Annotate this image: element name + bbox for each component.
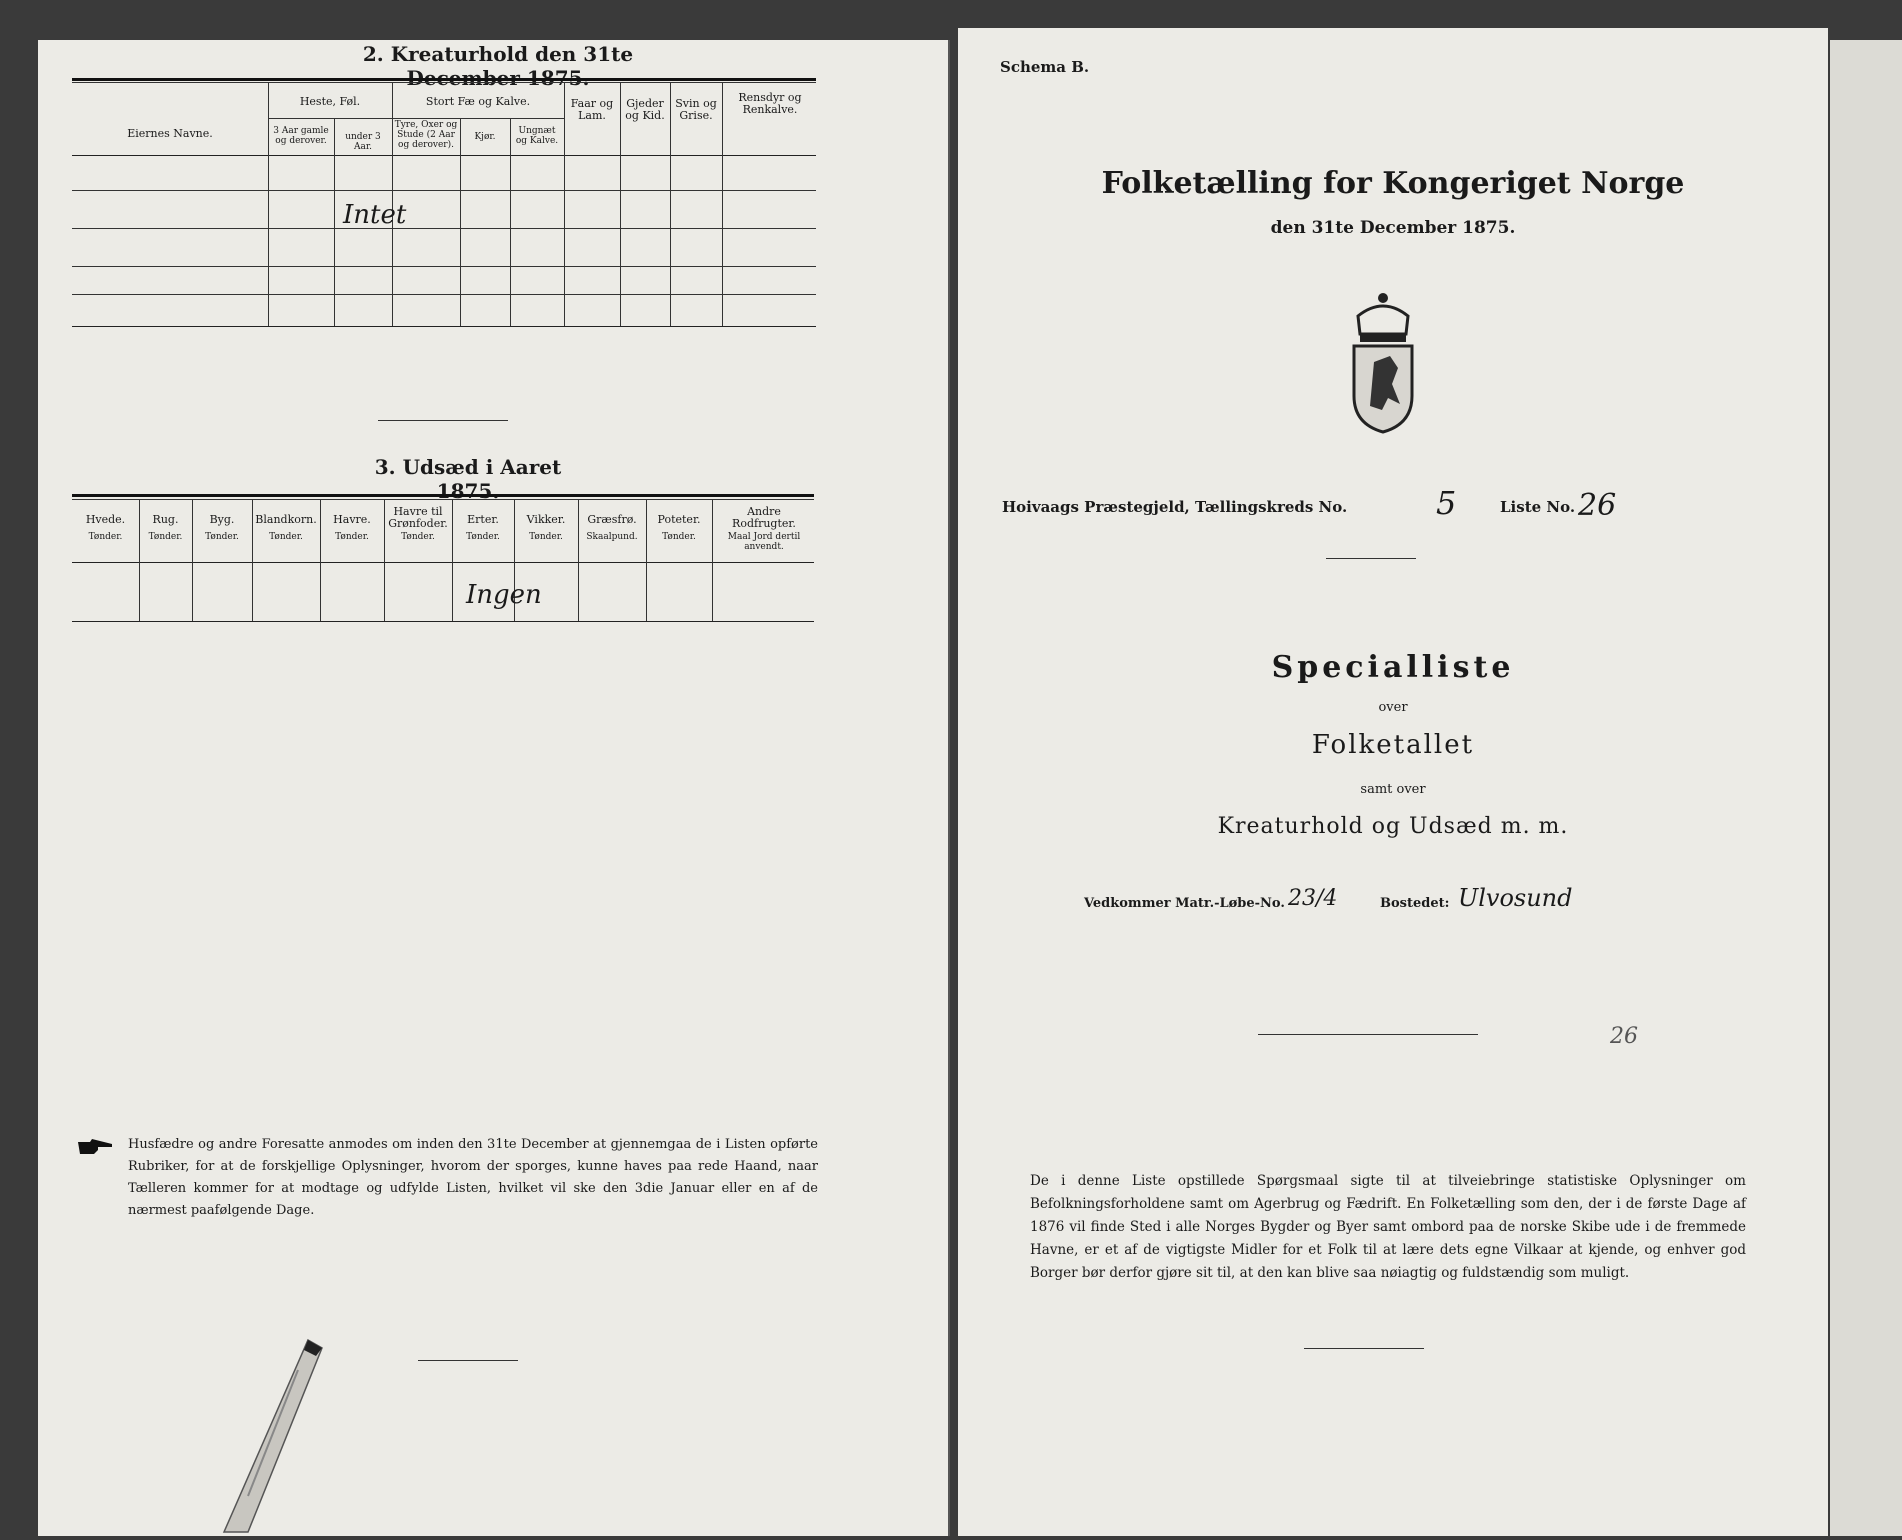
matr-value: 23/4 <box>1288 886 1338 911</box>
over-text: over <box>1378 700 1408 715</box>
s2-col-divider <box>510 118 511 326</box>
s3-col-roots <box>714 506 814 552</box>
s2-handwritten-entry: Intet <box>343 200 407 230</box>
liste-label: Liste No. <box>1500 498 1576 516</box>
left-page <box>38 40 950 1536</box>
s2-bottom-rule <box>72 326 816 327</box>
col-bulls: Tyre, Oxer og Stude (2 Aar og derover). <box>394 120 458 150</box>
s3-col-unit: Tønder. <box>662 532 696 542</box>
bottom-separator <box>1304 1348 1424 1349</box>
s3-col-name: Byg. <box>209 513 235 526</box>
s3-col-name: Græsfrø. <box>587 513 637 526</box>
right-page <box>958 28 1828 1536</box>
s3-col-name: Hvede. <box>85 513 126 526</box>
s2-header-rule <box>72 155 816 156</box>
horses-group-header: Heste, Føl. <box>299 95 361 108</box>
section3-title: 3. Udsæd i Aaret 1875. <box>374 455 562 503</box>
separator-rule <box>1326 558 1416 559</box>
liste-number: 26 <box>1578 488 1617 523</box>
s3-col-rye <box>139 514 192 542</box>
s3-col-potatoes <box>646 514 712 542</box>
col-sheep: Faar og Lam. <box>570 97 614 122</box>
s2-col-divider <box>620 82 621 326</box>
bostedet-label: Bostedet: <box>1380 896 1450 911</box>
margin-mark: 26 <box>1610 1024 1638 1049</box>
kreds-number: 5 <box>1436 484 1457 522</box>
s2-col-divider <box>670 82 671 326</box>
s2-group-rule <box>268 118 392 119</box>
samt-over-text: samt over <box>1360 782 1426 797</box>
s3-col-wheat <box>72 514 139 542</box>
s3-col-unit: Tønder. <box>88 532 123 542</box>
s3-col-unit: Maal Jord dertil anvendt. <box>727 532 801 552</box>
s3-col-unit: Tønder. <box>335 532 369 542</box>
col-goats: Gjeder og Kid. <box>625 97 665 122</box>
main-title: Folketælling for Kongeriget Norge <box>1101 166 1685 201</box>
s2-row-rule <box>72 190 816 191</box>
s3-col-name: Vikker. <box>526 513 566 526</box>
pencil-image <box>188 1336 348 1536</box>
parish-label: Hoivaags Præstegjeld, Tællingskreds No. <box>1002 498 1348 516</box>
s3-handwritten-entry: Ingen <box>466 580 542 610</box>
s3-col-unit: Tønder. <box>401 532 435 542</box>
bottom-separator <box>418 1360 518 1361</box>
s3-col-mixed <box>252 514 320 542</box>
bostedet-value: Ulvosund <box>1458 884 1573 912</box>
folketallet-title: Folketallet <box>1311 730 1475 760</box>
matr-label: Vedkommer Matr.-Løbe-No. <box>1084 896 1285 911</box>
s3-col-name: Erter. <box>467 513 499 526</box>
col-cows: Kjør. <box>474 132 496 142</box>
s3-col-unit: Tønder. <box>466 532 500 542</box>
s3-col-name: Havre til Grønfoder. <box>388 505 448 530</box>
s3-col-name: Havre. <box>333 513 371 526</box>
s2-col-divider <box>334 118 335 326</box>
s2-row-rule <box>72 294 816 295</box>
separator-rule <box>378 420 508 421</box>
s3-col-unit: Tønder. <box>148 532 183 542</box>
s3-col-name: Rug. <box>152 513 179 526</box>
s2-col-divider <box>268 82 269 326</box>
s2-group-rule <box>392 118 564 119</box>
s3-col-vetch <box>514 514 578 542</box>
s3-col-unit: Tønder. <box>205 532 239 542</box>
col-horses-old: 3 Aar gamle og derover. <box>273 126 329 146</box>
s2-col-divider <box>460 118 461 326</box>
footer-text: De i denne Liste opstillede Spørgsmaal sigte til at tilveiebringe statistiske Oplysninger om Befolkningsforholdene samt om Agerbrug og Fædrift. En Folketælling som den, der i de første Dage af 1876 vil finde Sted i alle Norges Bygder og Byer samt ombord paa de norske Skibe ude i de fremmede Havne, er et af de vigtigste Midler for et Folk til at lære dets egne Vilkaar at kjende, og enhver god Borger bør derfor gjøre sit til, at den kan blive saa nøiagtig og fuldstændig som muligt. <box>1030 1173 1746 1281</box>
s3-col-peas <box>452 514 514 542</box>
kreaturhold-title: Kreaturhold og Udsæd m. m. <box>1217 814 1569 839</box>
section2-title: 2. Kreaturhold den 31te December 1875. <box>362 42 634 90</box>
date-line: den 31te December 1875. <box>1270 218 1516 238</box>
s2-col-divider <box>564 82 565 326</box>
s3-col-unit: Tønder. <box>529 532 563 542</box>
cattle-group-header: Stort Fæ og Kalve. <box>425 95 531 108</box>
col-reindeer: Rensdyr og Renkalve. <box>738 91 802 116</box>
s3-bottom-rule <box>72 621 814 622</box>
s2-top-rule-2 <box>72 82 816 83</box>
col-young-cattle: Ungnæt og Kalve. <box>515 126 559 146</box>
s3-col-unit: Tønder. <box>269 532 303 542</box>
s3-col-barley <box>192 514 252 542</box>
s3-col-green-oats <box>384 506 452 542</box>
s3-header-rule <box>72 562 814 563</box>
s3-top-rule-2 <box>72 499 814 500</box>
s3-col-divider <box>712 499 713 621</box>
s2-row-rule <box>72 228 816 229</box>
col-horses-young: under 3 Aar. <box>345 132 381 152</box>
s3-col-grassseed <box>578 514 646 542</box>
pointing-hand-icon <box>76 1136 116 1158</box>
s3-col-unit: Skaalpund. <box>586 532 638 542</box>
specialliste-title: Specialliste <box>1271 650 1515 685</box>
back-page-edge <box>1830 40 1902 1536</box>
schema-label: Schema B. <box>1000 58 1090 76</box>
s3-col-oats <box>320 514 384 542</box>
s3-col-name: Andre Rodfrugter. <box>732 505 796 530</box>
s2-top-rule <box>72 78 816 81</box>
coat-of-arms-emblem <box>1328 286 1438 436</box>
signature-rule <box>1258 1034 1478 1035</box>
col-pigs: Svin og Grise. <box>675 97 717 122</box>
s2-row-rule <box>72 266 816 267</box>
owners-header: Eiernes Navne. <box>127 127 213 140</box>
s2-col-divider <box>722 82 723 326</box>
notice-text: Husfædre og andre Foresatte anmodes om inden den 31te December at gjennemgaa de i Listen opførte Rubriker, for at de forskjellige Oplysninger, hvorom der sporges, kunne haves paa rede Haand, naar Tælleren kommer for at modtage og udfylde Listen, hvilket vil ske den 3die Januar eller en af de nærmest paafølgende Dage. <box>128 1137 818 1218</box>
s3-top-rule <box>72 494 814 497</box>
s3-col-name: Poteter. <box>657 513 701 526</box>
s3-col-name: Blandkorn. <box>255 513 317 526</box>
